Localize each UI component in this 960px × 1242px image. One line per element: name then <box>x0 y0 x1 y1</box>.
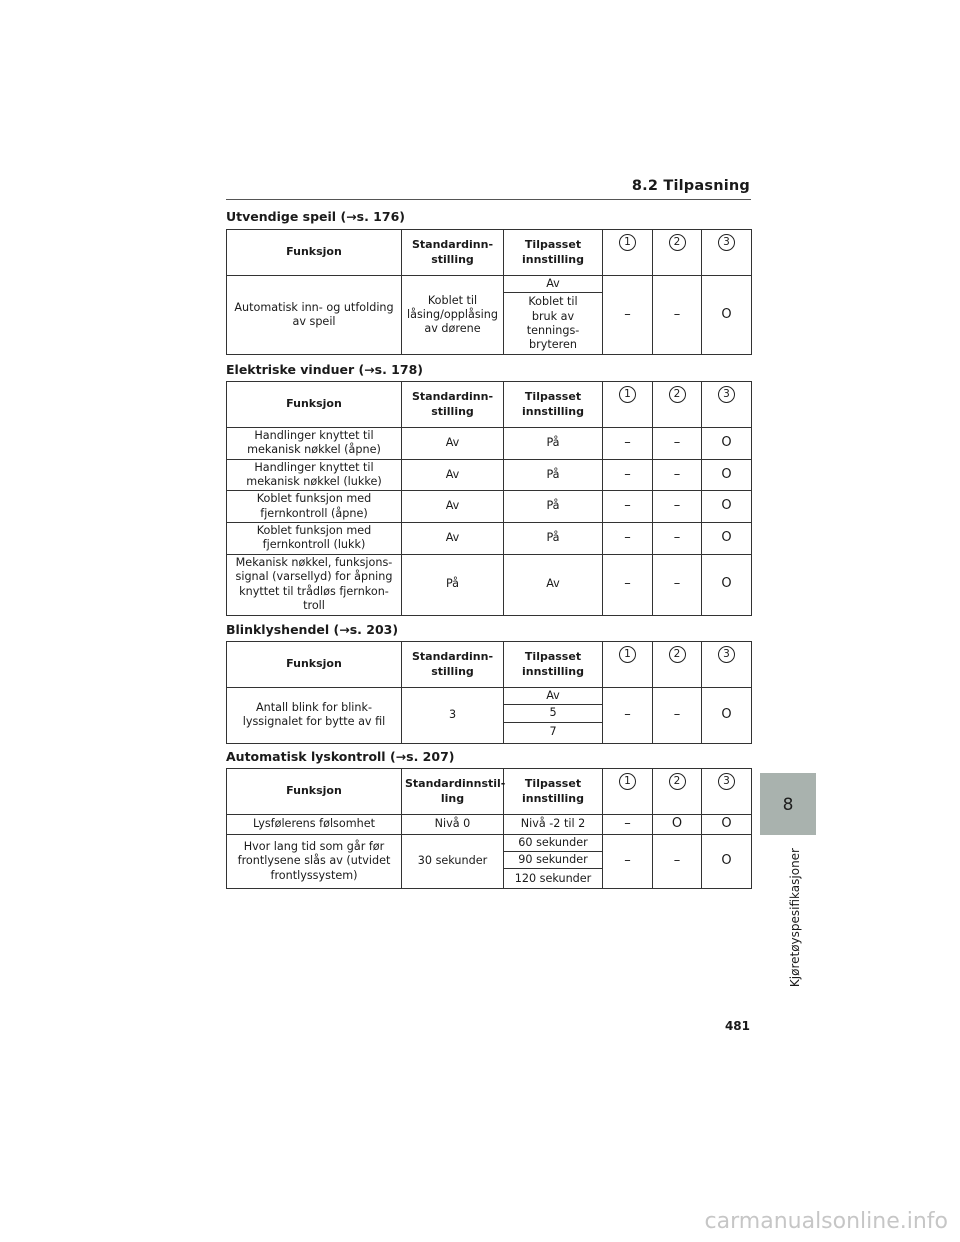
circle-2-icon: 2 <box>669 234 686 251</box>
cell-2: – <box>653 491 702 523</box>
circle-2-icon: 2 <box>669 773 686 790</box>
cell-standard: Koblet til låsing/opplåsing av dørene <box>402 276 504 355</box>
cell-2: – <box>653 276 702 355</box>
cell-tilpasset: Av <box>504 688 603 705</box>
cell-3: O <box>702 522 752 554</box>
section-heading-auto-light: Automatisk lyskontroll (→s. 207) <box>226 749 455 764</box>
circle-2-icon: 2 <box>669 386 686 403</box>
table-row <box>227 522 752 554</box>
col-1 <box>603 382 653 428</box>
col-standard: Standardinn- stilling <box>402 230 504 276</box>
cell-funksjon: Antall blink for blink- lyssignalet for bytte av fil <box>227 688 402 744</box>
table-row <box>227 459 752 491</box>
table-auto-light <box>226 768 752 889</box>
table-header-row <box>227 230 752 276</box>
table-row <box>227 554 752 615</box>
col-tilpasset: Tilpasset innstilling <box>504 769 603 815</box>
cell-1: – <box>603 688 653 744</box>
cell-2: – <box>653 688 702 744</box>
cell-3: O <box>702 815 752 835</box>
cell-1: – <box>603 815 653 835</box>
cell-funksjon: Automatisk inn- og utfolding av speil <box>227 276 402 355</box>
cell-3: O <box>702 554 752 615</box>
col-1 <box>603 230 653 276</box>
cell-standard: 30 sekunder <box>402 834 504 889</box>
col-3 <box>702 230 752 276</box>
cell-1: – <box>603 554 653 615</box>
cell-tilpasset: 7 <box>504 722 603 743</box>
col-funksjon: Funksjon <box>227 769 402 815</box>
col-tilpasset: Tilpasset innstilling <box>504 382 603 428</box>
cell-2: – <box>653 834 702 889</box>
cell-standard: Av <box>402 522 504 554</box>
col-2 <box>653 230 702 276</box>
cell-1: – <box>603 459 653 491</box>
cell-tilpasset: 120 sekunder <box>504 869 603 889</box>
cell-1: – <box>603 834 653 889</box>
cell-tilpasset: 5 <box>504 705 603 722</box>
cell-3: O <box>702 834 752 889</box>
cell-2: – <box>653 428 702 460</box>
table-windows <box>226 381 752 616</box>
table-header-row <box>227 642 752 688</box>
circle-3-icon: 3 <box>718 234 735 251</box>
cell-1: – <box>603 428 653 460</box>
col-tilpasset: Tilpasset innstilling <box>504 230 603 276</box>
cell-standard: Av <box>402 491 504 523</box>
cell-3: O <box>702 491 752 523</box>
chapter-number: 8 <box>782 795 794 815</box>
cell-2: – <box>653 554 702 615</box>
cell-tilpasset: På <box>504 522 603 554</box>
cell-tilpasset: Nivå -2 til 2 <box>504 815 603 835</box>
cell-tilpasset: 60 sekunder <box>504 834 603 851</box>
cell-standard: På <box>402 554 504 615</box>
circle-2-icon: 2 <box>669 646 686 663</box>
cell-tilpasset: På <box>504 491 603 523</box>
table-turn-signal <box>226 641 752 744</box>
col-funksjon: Funksjon <box>227 230 402 276</box>
table-row <box>227 688 752 705</box>
table-mirrors <box>226 229 752 355</box>
col-standard: Standardinn- stilling <box>402 642 504 688</box>
cell-funksjon: Lysfølerens følsomhet <box>227 815 402 835</box>
cell-3: O <box>702 459 752 491</box>
section-heading-windows: Elektriske vinduer (→s. 178) <box>226 362 423 377</box>
table-header-row <box>227 769 752 815</box>
col-2 <box>653 642 702 688</box>
circle-3-icon: 3 <box>718 646 735 663</box>
cell-funksjon: Handlinger knyttet til mekanisk nøkkel (åpne) <box>227 428 402 460</box>
header-rule <box>226 199 751 200</box>
col-1 <box>603 769 653 815</box>
cell-3: O <box>702 428 752 460</box>
circle-3-icon: 3 <box>718 773 735 790</box>
chapter-label: Kjøretøyspesifikasjoner <box>788 848 802 988</box>
col-2 <box>653 382 702 428</box>
watermark: carmanualsonline.info <box>704 1209 948 1234</box>
cell-funksjon: Hvor lang tid som går før frontlysene slås av (utvidet frontlyssystem) <box>227 834 402 889</box>
section-heading-mirrors: Utvendige speil (→s. 176) <box>226 209 405 224</box>
cell-tilpasset: På <box>504 428 603 460</box>
cell-2: – <box>653 522 702 554</box>
cell-standard: Av <box>402 428 504 460</box>
cell-tilpasset: Koblet til bruk av tennings- bryteren <box>504 293 603 355</box>
col-standard: Standardinn- stilling <box>402 382 504 428</box>
circle-1-icon: 1 <box>619 234 636 251</box>
col-tilpasset: Tilpasset innstilling <box>504 642 603 688</box>
table-row <box>227 815 752 835</box>
table-row <box>227 834 752 851</box>
col-1 <box>603 642 653 688</box>
cell-1: – <box>603 276 653 355</box>
cell-funksjon: Mekanisk nøkkel, funksjons- signal (varsellyd) for åpning knyttet til trådløs fjernkon- troll <box>227 554 402 615</box>
header-title: 8.2 Tilpasning <box>631 178 750 194</box>
col-3 <box>702 769 752 815</box>
chapter-tab <box>760 773 816 835</box>
section-heading-turn-signal: Blinklyshendel (→s. 203) <box>226 622 399 637</box>
table-row <box>227 276 752 293</box>
cell-2: – <box>653 459 702 491</box>
circle-1-icon: 1 <box>619 646 636 663</box>
col-funksjon: Funksjon <box>227 382 402 428</box>
cell-3: O <box>702 276 752 355</box>
table-row <box>227 428 752 460</box>
cell-standard: 3 <box>402 688 504 744</box>
circle-3-icon: 3 <box>718 386 735 403</box>
col-2 <box>653 769 702 815</box>
table-row <box>227 491 752 523</box>
col-funksjon: Funksjon <box>227 642 402 688</box>
col-standard: Standardinnstil- ling <box>402 769 504 815</box>
cell-tilpasset: Av <box>504 276 603 293</box>
circle-1-icon: 1 <box>619 386 636 403</box>
page-number: 481 <box>724 1019 750 1033</box>
cell-standard: Nivå 0 <box>402 815 504 835</box>
cell-tilpasset: 90 sekunder <box>504 851 603 868</box>
cell-2: O <box>653 815 702 835</box>
col-3 <box>702 382 752 428</box>
cell-funksjon: Koblet funksjon med fjernkontroll (lukk) <box>227 522 402 554</box>
cell-funksjon: Handlinger knyttet til mekanisk nøkkel (lukke) <box>227 459 402 491</box>
cell-1: – <box>603 522 653 554</box>
cell-3: O <box>702 688 752 744</box>
circle-1-icon: 1 <box>619 773 636 790</box>
cell-1: – <box>603 491 653 523</box>
col-3 <box>702 642 752 688</box>
cell-standard: Av <box>402 459 504 491</box>
table-header-row <box>227 382 752 428</box>
cell-tilpasset: Av <box>504 554 603 615</box>
cell-funksjon: Koblet funksjon med fjernkontroll (åpne) <box>227 491 402 523</box>
cell-tilpasset: På <box>504 459 603 491</box>
